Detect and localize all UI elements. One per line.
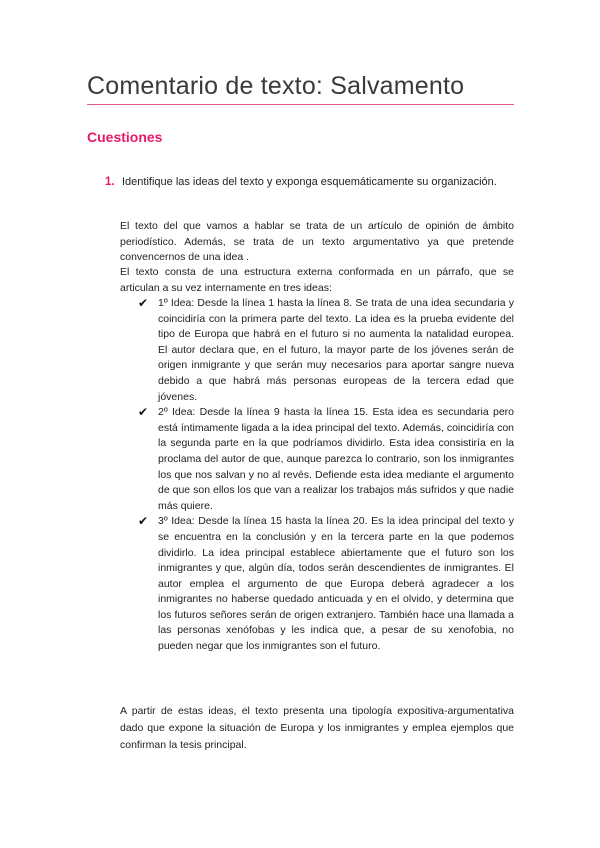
question-number: 1. [105,176,115,188]
paragraph-intro: El texto del que vamos a hablar se trata de un artículo de opinión de ámbito periodístico. Además, se trata de un texto argumentativo ya que pretende convencernos de una idea . [120,220,514,263]
conclusion-paragraph: A partir de estas ideas, el texto presenta una tipología expositiva-argumentativa dado que expone la situación de Europa y los inmigrantes y emplea ejemplos que confirman la tesis principal. [120,705,514,751]
check-icon: ✔ [138,296,149,310]
list-item [138,405,514,514]
section-heading: Cuestiones [87,129,163,145]
check-icon: ✔ [138,514,149,529]
list-item [138,296,514,405]
paragraph-structure: El texto consta de una estructura externa conformada en un párrafo, que se articulan a su vez internamente en tres ideas: [120,266,514,294]
title-underline [87,104,514,105]
list-item [138,514,514,654]
idea-1-text: 1º Idea: Desde la línea 1 hasta la línea 8. Se trata de una idea secundaria y coincidiría con la primera parte del texto. La idea es la prueba evidente del tipo de Europa que habrá en el futuro si no aumenta la natalidad europea. El autor declara que, en el futuro, la mayor parte de los jóvenes serán de origen inmigrante y que serán muy necesarios para aportar sangre nueva debido a que habrá más personas europeas de la tercera edad que jóvenes. [158,297,514,403]
idea-2-text: 2º Idea: Desde la línea 9 hasta la línea 15. Esta idea es secundaria pero está íntimamente ligada a la idea principal del texto. Además, coincidiría con la segunda parte en la que podríamos dividirlo. Esta idea consistiría en la proclama del autor de que, aunque parezca lo contrario, son los inmigrantes los que nos salvan y no al revés. Defiende esta idea mediante el argumento de que son ellos los que van a realizar los trabajos más sufridos y que nadie más quiere. [158,406,514,512]
check-icon: ✔ [138,405,149,420]
idea-3-text: 3º Idea: Desde la línea 15 hasta la línea 20. Es la idea principal del texto y se encuentra en la conclusión y en la tercera parte en la que podemos dividirlo. La idea principal establece abiertamente que el futuro son los inmigrantes y que, algún día, todos serán descendientes de inmigrantes. El autor emplea el argumento de que Europa deberá agradecer a los inmigrantes no haberse quedado anticuada y en el olvido, y determina que los futuros señores serán de origen extranjero. También hace una llamada a las personas xenófobas y les indica que, a pesar de su xenofobia, no pueden negar que los inmigrantes son el futuro. [158,515,514,653]
ideas-list [138,296,514,655]
page-title: Comentario de texto: Salvamento [87,72,465,100]
question-text: Identifique las ideas del texto y exponga esquemáticamente su organización. [122,176,497,188]
